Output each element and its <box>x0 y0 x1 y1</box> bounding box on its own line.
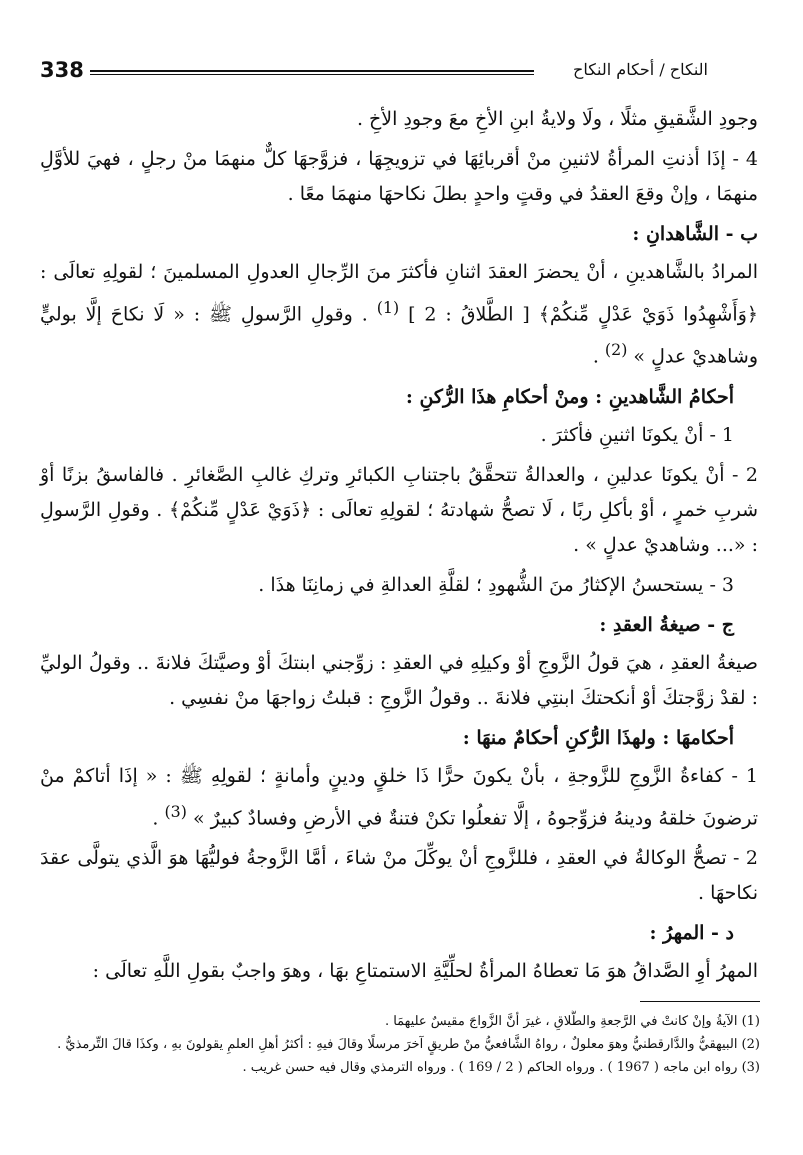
footnote-marker: (1) <box>376 298 400 317</box>
list-item: 2 - تصحُّ الوكالةُ في العقدِ ، فللزَّوجِ أنْ يوكِّلَ منْ شاءَ ، أمَّا الزَّوجةُ فوليُّهَا هوَ الَّذي يتولَّى عقدَ نكاحهَا . <box>40 846 758 904</box>
footnote: (2) البيهقيُّ والدَّارقطنيُّ وهوَ معلولٌ ، رواهُ الشَّافعيُّ منْ طريقٍ آخرَ مرسلًا وقالَ فيهِ : أكثرُ أهلِ العلمِ يقولونَ بهِ ، وكذَا قالَ التِّرمذيُّ . <box>57 1037 760 1052</box>
footnote-rule <box>640 1001 760 1002</box>
paragraph: 4 - إذَا أذنتِ المرأةُ لاثنينِ منْ أقربائِهَا في تزويجِهَا ، فزوَّجهَا كلٌّ منهمَا منْ رجلٍ ، فهيَ للأوَّلِ منهمَا ، وإنْ وقعَ العقدُ في وقتٍ واحدٍ بطلَ نكاحهَا منهمَا معًا . <box>40 148 758 205</box>
list-item <box>40 759 758 836</box>
paragraph-witnesses <box>40 255 758 375</box>
paragraph: وجودِ الشَّقيقِ مثلًا ، ولَا ولايةُ ابنِ الأخِ معَ وجودِ الأخِ . <box>356 108 758 130</box>
paragraph: المهرُ أوِ الصَّداقُ هوَ مَا تعطاهُ المرأةُ لحلِّيَّةِ الاستمتاعِ بهَا ، وهوَ واجبٌ بقولِ اللَّهِ تعالَى : <box>92 959 758 982</box>
page-header <box>40 58 712 92</box>
page-number: 338 <box>40 58 84 82</box>
paragraph-text: . <box>592 345 599 368</box>
quran-verse: ﴿وَأَشْهِدُوا ذَوَيْ عَدْلٍ مِّنكُمْ﴾ <box>538 303 759 326</box>
paragraph: صيغةُ العقدِ ، هيَ قولُ الزَّوجِ أوْ وكيلِهِ في العقدِ : زوِّجني ابنتكَ أوْ وصيَّتكَ فلانةَ .. وقولُ الوليِّ : لقدْ زوَّجتكَ أوْ أنكحتكَ ابنتِي فلانةَ .. وقولُ الزَّوجِ : قبلتُ زواجهَا منْ نفسِي . <box>40 651 758 709</box>
paragraph-text: المرادُ بالشَّاهدينِ ، أنْ يحضرَ العقدَ اثنانِ فأكثرَ منَ الرِّجالِ العدولِ المسلمينَ ؛ لقولِهِ تعالَى : <box>40 261 758 283</box>
rulings-heading: أحكامُ الشَّاهدينِ : ومنْ أحكامِ هذَا الرُّكنِ : <box>405 385 734 408</box>
footnote-marker: (2) <box>604 340 628 360</box>
paragraph-text: . وقولِ الرَّسولِ : «... وشاهديْ عدلٍ » . <box>40 498 758 556</box>
list-item: 1 - أنْ يكونَا اثنينِ فأكثرَ . <box>540 423 734 446</box>
footnotes <box>40 1010 760 1079</box>
rulings-heading: أحكامهَا : ولهذَا الرُّكنِ أحكامٌ منهَا : <box>462 726 734 749</box>
list-item <box>40 458 758 563</box>
paragraph-text: . <box>152 806 159 829</box>
paragraph-text: . وقولِ الرَّسولِ ﷺ : « لَا نكاحَ إلَّا بوليٍّ وشاهديْ عدلٍ » <box>40 303 758 368</box>
header-rule <box>90 70 534 75</box>
footnote: (1) الآيةُ وإنْ كانتْ في الرَّجعةِ والطَّلاقِ ، غيرَ أنَّ الزَّواجَ مقيسٌ عليهمَا . <box>384 1014 760 1029</box>
section-heading-dowry: د - المهرُ : <box>649 921 734 944</box>
section-heading-formula: ج - صيغةُ العقدِ : <box>599 613 734 636</box>
footnote: (3) رواه ابن ماجه ( 1967 ) . ورواه الحاكم ( 2 / 169 ) . ورواه الترمذي وقال فيه حسن غريب . <box>242 1060 760 1075</box>
paragraph-text: 2 - أنْ يكونَا عدلينِ ، والعدالةُ تتحقَّقُ باجتنابِ الكبائرِ وتركِ غالبِ الصَّغائرِ . فالفاسقُ بزنًا أوْ شربِ خمرٍ ، أوْ بأكلِ ربًا ، لَا تصحُّ شهادتهُ ؛ لقولِهِ تعالَى : <box>40 463 759 521</box>
list-item: 3 - يستحسنُ الإكثارُ منَ الشُّهودِ ؛ لقلَّةِ العدالةِ في زمانِنَا هذَا . <box>258 573 734 596</box>
paragraph-text: 1 - كفاءةُ الزَّوجِ للزَّوجةِ ، بأنْ يكونَ حرًّا ذَا خلقٍ ودينٍ وأمانةٍ ؛ لقولِهِ ﷺ : « إذَا أتاكمْ منْ ترضونَ خلقهُ ودينهُ فزوِّجوهُ ، إلَّا تفعلُوا تكنْ فتنةٌ في الأرضِ وفسادٌ كبيرٌ » <box>40 764 758 829</box>
quran-verse: ﴿ذَوَيْ عَدْلٍ مِّنكُمْ﴾ <box>168 498 312 521</box>
footnote-marker: (3) <box>164 801 187 821</box>
main-text <box>40 102 758 994</box>
running-title: النكاح / أحكام النكاح <box>573 60 708 79</box>
section-heading-witnesses: ب - الشَّاهدانِ : <box>632 223 758 245</box>
verse-reference: [ الطَّلاقُ : 2 ] <box>408 303 530 326</box>
